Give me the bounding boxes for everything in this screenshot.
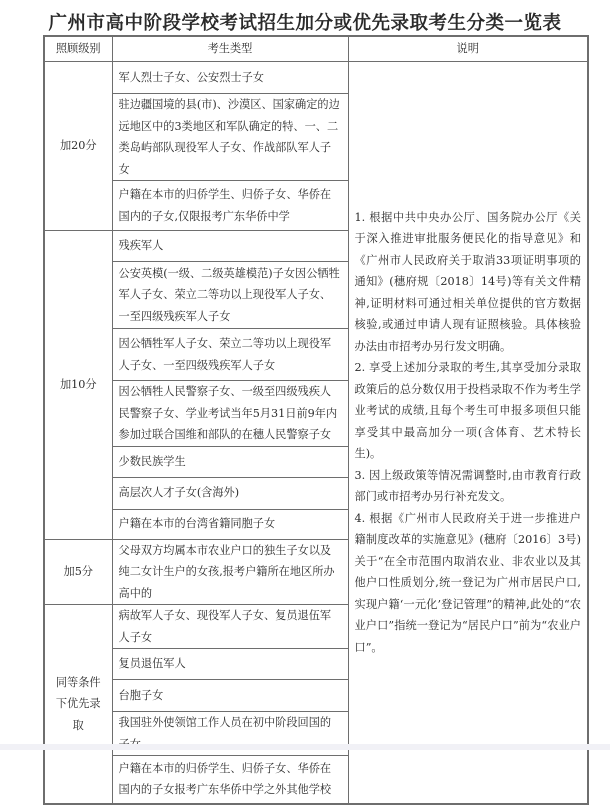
header-note: 说明	[348, 36, 588, 62]
header-level: 照顾级别	[44, 36, 112, 62]
type-cell: 父母双方均属本市农业户口的独生子女以及纯二女计生户的女孩,报考户籍所在地区所办高中的	[112, 539, 348, 605]
type-cell: 因公牺牲人民警察子女、一级至四级残疾人民警察子女、学业考试当年5月31日前9年内参加过联合国维和部队的在穗人民警察子女	[112, 381, 348, 447]
bonus-points-table	[43, 35, 589, 805]
type-cell: 户籍在本市的归侨学生、归侨子女、华侨在国内的子女,仅限报考广东华侨中学	[112, 181, 348, 231]
note-item-1: 1. 根据中共中央办公厅、国务院办公厅《关于深入推进审批服务便民化的指导意见》和《广州市人民政府关于取消33项证明事项的通知》(穗府规〔2018〕14号)等有关文件精神,证明材料可通过相关单位提供的官方数据核验,或通过申请人现有证照核验。具体核验办法由市招考办另行发文明确。	[354, 210, 581, 353]
note-item-2: 2. 享受上述加分录取的考生,其享受加分录取政策后的总分数仅用于投档录取不作为考生学业考试的成绩,且每个考生可申报多项但只能享受其中最高加分一项(含体育、艺术特长生)。	[354, 361, 581, 460]
level-cell-plus20: 加20分	[44, 62, 112, 231]
note-item-4: 4. 根据《广州市人民政府关于进一步推进户籍制度改革的实施意见》(穗府〔2016〕3号)关于“在全市范围内取消农业、非农业以及其他户口性质划分,统一登记为广州市居民户口,实现户籍‘一元化’登记管理”的精神,此处的“农业户口”指统一登记为“居民户口”前为“农业户口”。	[354, 511, 581, 654]
document-title: 广州市高中阶段学校考试招生加分或优先录取考生分类一览表	[48, 13, 562, 34]
level-cell-priority: 同等条件下优先录取	[44, 605, 112, 804]
type-cell: 复员退伍军人	[112, 649, 348, 680]
level-cell-plus5: 加5分	[44, 539, 112, 605]
type-cell: 高层次人才子女(含海外)	[112, 477, 348, 509]
type-cell: 残疾军人	[112, 231, 348, 262]
page-bottom-edge	[0, 744, 610, 750]
table-row	[44, 62, 588, 94]
type-cell: 因公牺牲军人子女、荣立二等功以上现役军人子女、一至四级残疾军人子女	[112, 329, 348, 381]
notes-cell	[348, 62, 588, 804]
type-cell: 台胞子女	[112, 680, 348, 712]
type-cell: 军人烈士子女、公安烈士子女	[112, 62, 348, 94]
type-cell: 户籍在本市的归侨学生、归侨子女、华侨在国内的子女报考广东华侨中学之外其他学校	[112, 756, 348, 804]
type-cell: 我国驻外使领馆工作人员在初中阶段回国的	[112, 712, 348, 756]
header-type: 考生类型	[112, 36, 348, 62]
table-header-row	[44, 36, 588, 62]
type-cell: 驻边疆国境的县(市)、沙漠区、国家确定的边远地区中的3类地区和军队确定的特、一、二类岛屿部队现役军人子女、作战部队军人子女	[112, 94, 348, 181]
type-cell: 公安英模(一级、二级英雄模范)子女因公牺牲军人子女、荣立二等功以上现役军人子女、一至四级残疾军人子女	[112, 262, 348, 329]
type-cell: 少数民族学生	[112, 446, 348, 477]
type-cell: 户籍在本市的台湾省籍同胞子女	[112, 509, 348, 539]
type-cell: 病故军人子女、现役军人子女、复员退伍军人子女	[112, 605, 348, 649]
note-item-3: 3. 因上级政策等情况需调整时,由市教育行政部门或市招考办另行补充发文。	[354, 468, 581, 503]
level-cell-plus10: 加10分	[44, 231, 112, 540]
